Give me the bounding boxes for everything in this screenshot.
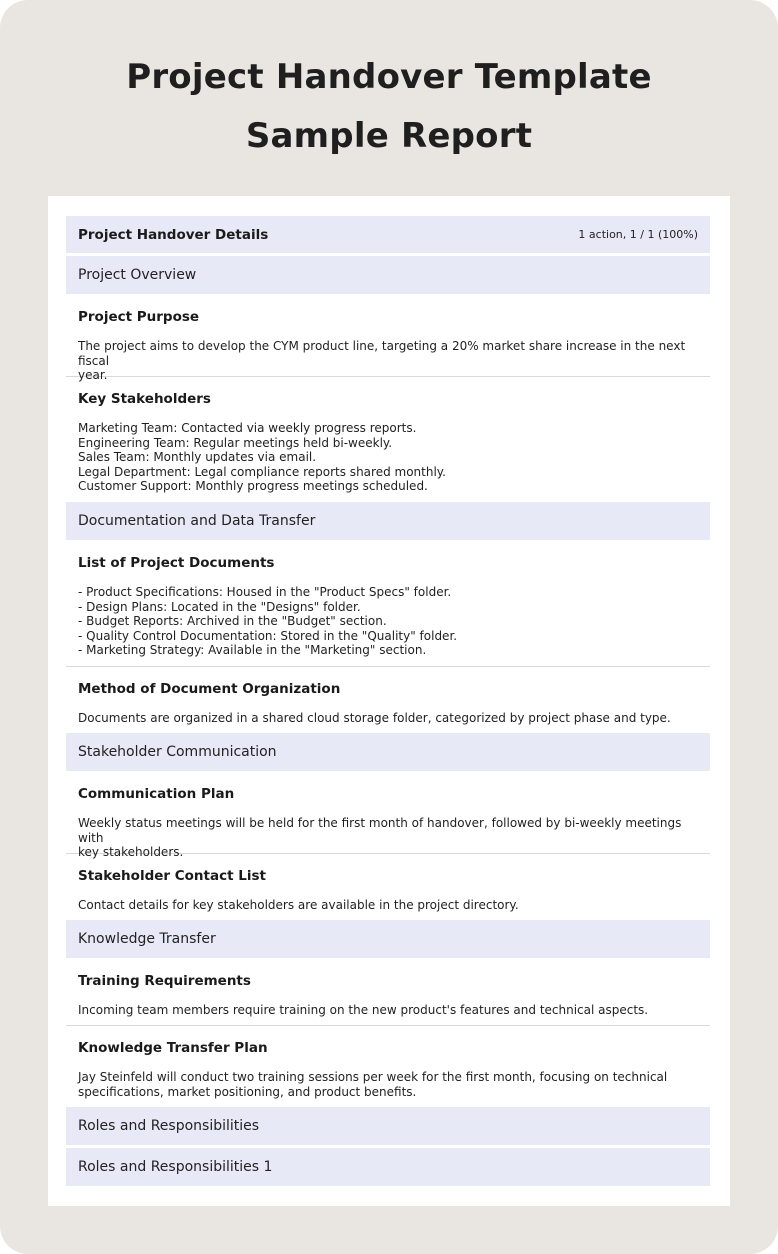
section-knowledge-transfer: Knowledge Transfer xyxy=(66,920,710,958)
item-project-documents xyxy=(66,540,710,666)
answer-line: - Product Specifications: Housed in the "Product Specs" folder. xyxy=(78,585,452,599)
item-document-organization xyxy=(66,667,710,733)
item-project-purpose xyxy=(66,294,710,383)
item-answer xyxy=(78,1070,698,1099)
answer-line: Engineering Team: Regular meetings held bi-weekly. xyxy=(78,435,393,450)
item-question: Method of Document Organization xyxy=(78,681,341,697)
section-stakeholder-communication: Stakeholder Communication xyxy=(66,733,710,771)
answer-line: Weekly status meetings will be held for the first month of handover, followed by bi-weekly meetings with xyxy=(78,816,682,845)
item-question: Communication Plan xyxy=(78,786,235,802)
answer-line: Documents are organized in a shared cloud storage folder, categorized by project phase and type. xyxy=(78,711,671,725)
answer-line: Customer Support: Monthly progress meetings scheduled. xyxy=(78,479,428,494)
item-question: Training Requirements xyxy=(78,973,251,989)
answer-line: key stakeholders. xyxy=(78,845,184,860)
answer-line: - Budget Reports: Archived in the "Budget" section. xyxy=(78,614,387,629)
report-header-title: Project Handover Details xyxy=(78,226,269,243)
section-project-overview: Project Overview xyxy=(66,256,710,294)
item-answer xyxy=(78,898,698,913)
item-answer xyxy=(78,585,698,658)
answer-line: - Marketing Strategy: Available in the "Marketing" section. xyxy=(78,643,427,658)
item-question: Key Stakeholders xyxy=(78,391,211,407)
item-communication-plan xyxy=(66,771,710,860)
page-title-line-1: Project Handover Template xyxy=(126,57,652,97)
answer-line: specifications, market positioning, and product benefits. xyxy=(78,1084,417,1099)
item-question: List of Project Documents xyxy=(78,555,275,571)
item-question: Project Purpose xyxy=(78,309,200,325)
item-answer xyxy=(78,1003,698,1018)
answer-line: year. xyxy=(78,368,108,383)
answer-line: Marketing Team: Contacted via weekly progress reports. xyxy=(78,421,417,435)
item-question: Knowledge Transfer Plan xyxy=(78,1040,268,1056)
answer-line: - Design Plans: Located in the "Designs" folder. xyxy=(78,599,361,614)
report-content xyxy=(66,216,710,1186)
section-documentation-data-transfer: Documentation and Data Transfer xyxy=(66,502,710,540)
item-question: Stakeholder Contact List xyxy=(78,868,266,884)
report-card xyxy=(48,196,730,1206)
item-training-requirements xyxy=(66,958,710,1025)
answer-line: Contact details for key stakeholders are available in the project directory. xyxy=(78,898,519,912)
answer-line: Legal Department: Legal compliance reports shared monthly. xyxy=(78,464,446,479)
answer-line: Incoming team members require training on the new product's features and technical aspects. xyxy=(78,1003,649,1017)
item-key-stakeholders xyxy=(66,377,710,502)
page-title-line-2: Sample Report xyxy=(245,116,533,156)
item-answer xyxy=(78,421,698,494)
answer-line: Sales Team: Monthly updates via email. xyxy=(78,450,317,465)
answer-line: The project aims to develop the CYM product line, targeting a 20% market share increase in the next fiscal xyxy=(78,339,686,368)
page-title xyxy=(0,48,778,166)
item-knowledge-transfer-plan xyxy=(66,1026,710,1107)
item-stakeholder-contact-list xyxy=(66,854,710,920)
report-header xyxy=(66,216,710,253)
section-roles-responsibilities: Roles and Responsibilities xyxy=(66,1107,710,1145)
answer-line: - Quality Control Documentation: Stored in the "Quality" folder. xyxy=(78,628,458,643)
item-answer xyxy=(78,711,698,726)
answer-line: Jay Steinfeld will conduct two training sessions per week for the first month, focusing on technical xyxy=(78,1070,668,1084)
section-roles-responsibilities-1: Roles and Responsibilities 1 xyxy=(66,1148,710,1186)
report-header-meta: 1 action, 1 / 1 (100%) xyxy=(578,228,698,241)
